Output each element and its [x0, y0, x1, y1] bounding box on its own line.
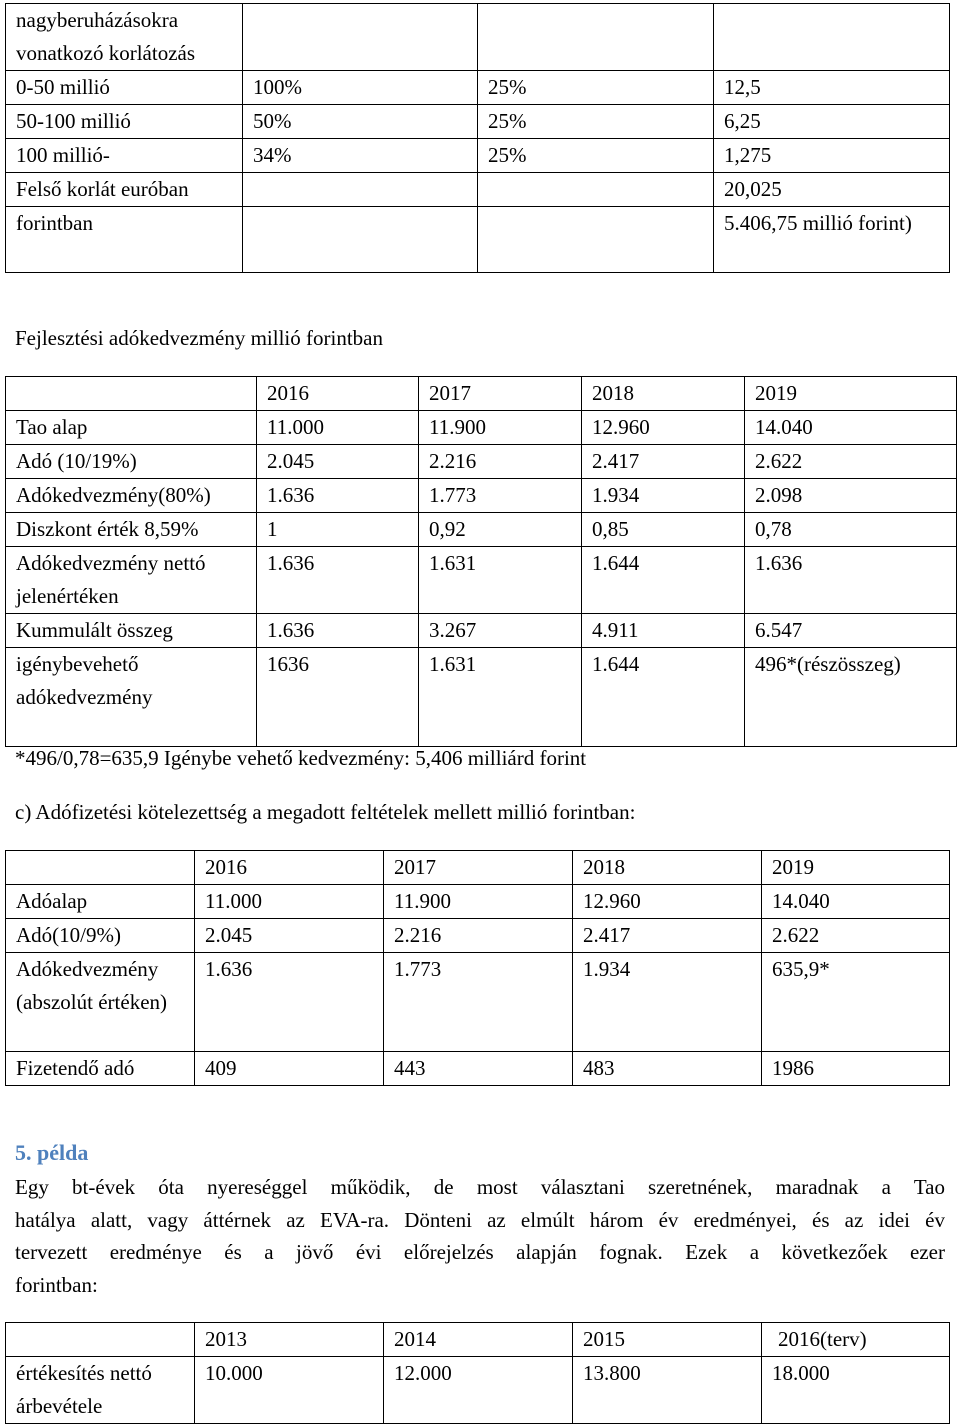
table-cell: Tao alap: [6, 411, 257, 445]
table-cell: értékesítés nettó árbevétele: [6, 1357, 195, 1424]
table-cell: Kummulált összeg: [6, 614, 257, 648]
table-cell: 1.636: [257, 614, 419, 648]
table-cell: 25%: [478, 105, 714, 139]
table-row: [6, 445, 957, 479]
table-cell: 11.000: [195, 885, 384, 919]
table-header-cell: 2019: [745, 377, 957, 411]
table-header-cell: 2016: [257, 377, 419, 411]
table-row: [6, 71, 950, 105]
table-cell: 0,78: [745, 513, 957, 547]
table-header-cell: 2014: [384, 1323, 573, 1357]
table-cell: 1,275: [714, 139, 950, 173]
table-row: [6, 4, 950, 71]
table-cell: Adó(10/9%): [6, 919, 195, 953]
table-cell: 496*(részösszeg): [745, 648, 957, 747]
table-row: [6, 479, 957, 513]
table-cell: 635,9*: [762, 953, 950, 1052]
table-cell: [478, 207, 714, 273]
table-cell: 100%: [243, 71, 478, 105]
table-cell: Adókedvezmény nettó jelenértéken: [6, 547, 257, 614]
table-row: [6, 173, 950, 207]
footnote: *496/0,78=635,9 Igénybe vehető kedvezmény: 5,406 milliárd forint: [15, 746, 587, 770]
table-cell: 409: [195, 1052, 384, 1086]
example-heading: 5. példa: [15, 1140, 89, 1165]
table-row: [6, 648, 957, 747]
table-cell: 483: [573, 1052, 762, 1086]
paragraph-line: hatálya alatt, vagy áttérnek az EVA-ra. Dönteni az elmúlt három év eredményei, és az idei év: [15, 1207, 945, 1232]
table-header-row: [6, 1323, 950, 1357]
table-cell: 1.636: [257, 479, 419, 513]
table-cell: 3.267: [419, 614, 582, 648]
table-header-cell: 2018: [582, 377, 745, 411]
table-cell: 34%: [243, 139, 478, 173]
table-cell: 0-50 millió: [6, 71, 243, 105]
table-cell: 25%: [478, 139, 714, 173]
table-row: [6, 919, 950, 953]
table-cell: Adókedvezmény (abszolút értéken): [6, 953, 195, 1052]
table-header-cell: 2019: [762, 851, 950, 885]
table-cell: 12.960: [573, 885, 762, 919]
table-cell: 1.934: [582, 479, 745, 513]
table-row: [6, 1052, 950, 1086]
table-cell: 1.934: [573, 953, 762, 1052]
table-cell: 100 millió-: [6, 139, 243, 173]
table-cell: 1.644: [582, 648, 745, 747]
table-cell: Felső korlát euróban: [6, 173, 243, 207]
table-header-cell: 2017: [384, 851, 573, 885]
table-cell: 2.098: [745, 479, 957, 513]
table-cell: 14.040: [745, 411, 957, 445]
table-cell: 1.773: [384, 953, 573, 1052]
table-row: [6, 207, 950, 273]
table-header-cell: 2016(terv): [762, 1323, 950, 1357]
table-cell: Adókedvezmény(80%): [6, 479, 257, 513]
table-cell: 11.900: [419, 411, 582, 445]
table-cell: 2.045: [195, 919, 384, 953]
table-development-tax-allowance: [5, 376, 957, 747]
paragraph-line: Egy bt-évek óta nyereséggel működik, de most választani szeretnének, maradnak a Tao: [15, 1175, 945, 1199]
example-paragraph: [15, 1171, 945, 1301]
table-cell: 0,85: [582, 513, 745, 547]
table-cell: 11.900: [384, 885, 573, 919]
table-cell: 1: [257, 513, 419, 547]
table-row: [6, 953, 950, 1052]
paragraph-line: tervezett eredménye és a jövő évi előrejelzés alapján fognak. Ezek a következőek ezer: [15, 1240, 945, 1264]
table-cell: 12,5: [714, 71, 950, 105]
table-cell: 2.045: [257, 445, 419, 479]
table-cell: 12.960: [582, 411, 745, 445]
table-cell: 443: [384, 1052, 573, 1086]
table-cell: forintban: [6, 207, 243, 273]
table-header-cell: [6, 1323, 195, 1357]
table-cell: 1.631: [419, 547, 582, 614]
table-row: [6, 614, 957, 648]
table-cell: [478, 173, 714, 207]
table-cell: 1.636: [745, 547, 957, 614]
table-header-cell: 2015: [573, 1323, 762, 1357]
table-cell: 1.644: [582, 547, 745, 614]
table-investment-limits: [5, 3, 950, 273]
caption-development-tax-allowance: Fejlesztési adókedvezmény millió forintban: [15, 326, 383, 350]
table-cell: 25%: [478, 71, 714, 105]
table-header-cell: [6, 851, 195, 885]
table-cell: 18.000: [762, 1357, 950, 1424]
table-cell: 1636: [257, 648, 419, 747]
table-cell: 14.040: [762, 885, 950, 919]
table-cell: 2.417: [582, 445, 745, 479]
table-cell: 1986: [762, 1052, 950, 1086]
table-net-revenue: [5, 1322, 950, 1424]
table-cell: 4.911: [582, 614, 745, 648]
table-cell: [478, 4, 714, 71]
table-cell: 6,25: [714, 105, 950, 139]
table-header-cell: 2018: [573, 851, 762, 885]
table-cell: igénybevehető adókedvezmény: [6, 648, 257, 747]
table-tax-obligation: [5, 850, 950, 1086]
table-cell: 2.417: [573, 919, 762, 953]
table-header-cell: 2017: [419, 377, 582, 411]
table-cell: Fizetendő adó: [6, 1052, 195, 1086]
table-header-row: [6, 851, 950, 885]
table-cell: Adóalap: [6, 885, 195, 919]
table-cell: 10.000: [195, 1357, 384, 1424]
table-cell: 12.000: [384, 1357, 573, 1424]
table-cell: 1.773: [419, 479, 582, 513]
table-row: [6, 547, 957, 614]
table-cell: 50%: [243, 105, 478, 139]
table-row: [6, 1357, 950, 1424]
table-header-cell: 2013: [195, 1323, 384, 1357]
table-cell: [243, 207, 478, 273]
table-cell: 13.800: [573, 1357, 762, 1424]
table-cell: 0,92: [419, 513, 582, 547]
table-cell: 11.000: [257, 411, 419, 445]
paragraph-line: forintban:: [15, 1272, 98, 1297]
table-cell: Diszkont érték 8,59%: [6, 513, 257, 547]
table-cell: 50-100 millió: [6, 105, 243, 139]
table-row: [6, 139, 950, 173]
table-cell: Adó (10/19%): [6, 445, 257, 479]
table-cell: [714, 4, 950, 71]
table-header-cell: [6, 377, 257, 411]
table-cell: 20,025: [714, 173, 950, 207]
table-row: [6, 411, 957, 445]
table-cell: 1.631: [419, 648, 582, 747]
table-row: [6, 885, 950, 919]
table-cell: [243, 173, 478, 207]
table-cell: 6.547: [745, 614, 957, 648]
table-cell: 2.216: [419, 445, 582, 479]
caption-tax-obligation: c) Adófizetési kötelezettség a megadott feltételek mellett millió forintban:: [15, 800, 636, 824]
table-header-row: [6, 377, 957, 411]
table-header-cell: 2016: [195, 851, 384, 885]
table-cell: 2.622: [745, 445, 957, 479]
table-cell: 1.636: [257, 547, 419, 614]
table-cell: 2.216: [384, 919, 573, 953]
table-cell: 1.636: [195, 953, 384, 1052]
table-cell: [243, 4, 478, 71]
table-cell: nagyberuházásokra vonatkozó korlátozás: [6, 4, 243, 71]
table-row: [6, 513, 957, 547]
table-cell: 5.406,75 millió forint): [714, 207, 950, 273]
table-cell: 2.622: [762, 919, 950, 953]
table-row: [6, 105, 950, 139]
